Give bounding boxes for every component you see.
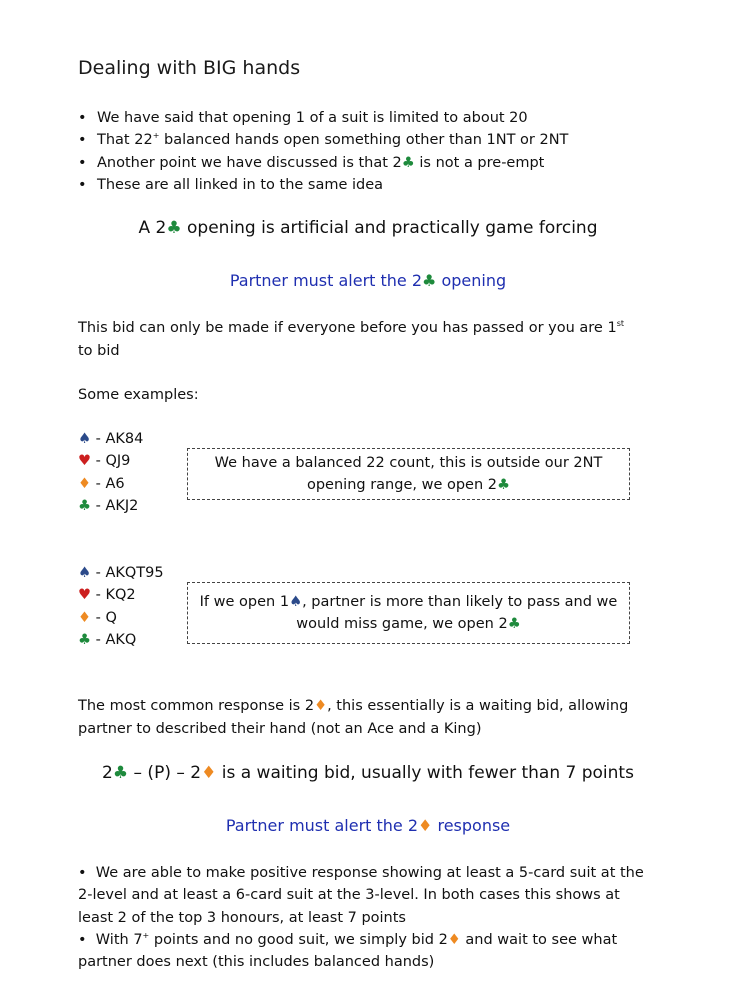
- diamond-icon: ♦: [78, 475, 91, 492]
- examples-label: Some examples:: [78, 387, 199, 403]
- club-icon: ♣: [422, 271, 437, 290]
- headline-waiting-bid: [0, 763, 736, 783]
- club-icon: ♣: [507, 616, 521, 633]
- heart-icon: ♥: [78, 587, 91, 604]
- example-2-note-box: [187, 582, 630, 644]
- list-item: [78, 174, 568, 196]
- hand-row-spades: [78, 562, 164, 584]
- note-text: opening range, we open 2: [306, 477, 497, 494]
- alert-2c-opening: [0, 271, 736, 290]
- bullet-text: That 22: [97, 132, 153, 149]
- alert-2d-response: [0, 816, 736, 835]
- alert-text: Partner must alert the 2: [229, 271, 423, 290]
- paragraph-text: The most common response is 2: [78, 698, 315, 714]
- superscript: +: [152, 131, 160, 141]
- bullet-text: balanced hands open something other than 1NT or 2NT: [159, 132, 569, 149]
- superscript: st: [616, 319, 624, 329]
- hand-row-diamonds: [78, 607, 164, 629]
- note-text: We have a balanced 22 count, this is outside our 2NT: [214, 455, 603, 471]
- note-line: [188, 591, 629, 613]
- headline-text: A 2: [138, 218, 167, 238]
- hand-cards: - AKQT95: [91, 565, 164, 581]
- superscript: +: [142, 931, 150, 941]
- club-icon: ♣: [78, 631, 91, 648]
- paragraph-text: This bid can only be made if everyone before you has passed or you are 1: [78, 320, 617, 336]
- club-icon: ♣: [166, 218, 182, 238]
- spade-icon: ♠: [78, 431, 91, 447]
- bullet-text: points and no good suit, we simply bid 2: [149, 932, 448, 948]
- hand-row-clubs: [78, 629, 164, 651]
- alert-text: Partner must alert the 2: [225, 816, 419, 835]
- club-icon: ♣: [112, 763, 129, 783]
- paragraph-common-response: [78, 695, 638, 740]
- paragraph-who-can-bid: [78, 317, 638, 362]
- hand-cards: - AK84: [91, 431, 144, 447]
- list-item: [78, 152, 568, 174]
- hand-cards: - QJ9: [91, 453, 131, 470]
- response-bullet-1: • We are able to make positive response showing at least a 5-card suit at the 2-level and at least a 6-card suit at the 3-level. In both cases this shows at least 2 of the top 3 honours, at least 7 points: [78, 865, 644, 926]
- hand-row-clubs: [78, 495, 143, 517]
- example-hand-1: [78, 428, 143, 517]
- hand-cards: - A6: [91, 475, 125, 492]
- paragraph-text: to bid: [78, 342, 120, 359]
- club-icon: ♣: [401, 154, 415, 171]
- alert-text: response: [432, 816, 511, 835]
- intro-bullet-list: [78, 107, 568, 196]
- bullet-text: With 7: [95, 932, 143, 948]
- heart-icon: ♥: [78, 453, 91, 470]
- note-text: , partner is more than likely to pass and we: [302, 594, 618, 610]
- page-title: Dealing with BIG hands: [78, 57, 301, 79]
- hand-row-hearts: [78, 584, 164, 606]
- spade-icon: ♠: [78, 565, 91, 581]
- headline-text: opening is artificial and practically game forcing: [181, 218, 598, 238]
- bullet-text: and wait to see what partner does next (this includes balanced hands): [78, 932, 618, 971]
- list-item: [78, 129, 568, 151]
- bullet-text: These are all linked in to the same idea: [97, 176, 384, 193]
- hand-cards: - Q: [91, 609, 117, 626]
- example-hand-2: [78, 562, 164, 651]
- diamond-icon: ♦: [314, 698, 328, 714]
- club-icon: ♣: [497, 477, 510, 494]
- hand-cards: - AKQ: [91, 631, 137, 648]
- example-1-note-box: [187, 448, 630, 500]
- headline-text: 2: [102, 763, 113, 783]
- note-line: [188, 474, 629, 496]
- bullet-text: Another point we have discussed is that 2: [97, 154, 402, 171]
- paragraph-text: , this essentially is a waiting bid, allowing partner to described their hand (not an Ace and a King): [78, 698, 629, 737]
- bullet-text: is not a pre-empt: [414, 154, 545, 171]
- hand-row-spades: [78, 428, 143, 450]
- list-item: [78, 107, 568, 129]
- bullet-text: We have said that opening 1 of a suit is limited to about 20: [97, 110, 528, 126]
- bullet-text: We are able to make positive response showing at least a 5-card suit at the 2-level and at least a 6-card suit at the 3-level. In both cases this shows at least 2 of the top 3 honours, at least 7 points: [78, 865, 644, 926]
- hand-cards: - AKJ2: [91, 497, 139, 514]
- note-line: [188, 613, 629, 635]
- headline-2c-opening: [0, 218, 736, 238]
- headline-text: is a waiting bid, usually with fewer than 7 points: [216, 763, 634, 783]
- diamond-icon: ♦: [78, 609, 91, 626]
- hand-cards: - KQ2: [91, 587, 136, 604]
- headline-text: – (P) – 2: [128, 763, 202, 783]
- diamond-icon: ♦: [418, 816, 433, 835]
- hand-row-diamonds: [78, 473, 143, 495]
- note-text: would miss game, we open 2: [296, 616, 508, 633]
- spade-icon: ♠: [289, 594, 303, 610]
- diamond-icon: ♦: [201, 763, 217, 783]
- response-bullet-2: • With 7+ points and no good suit, we simply bid 2♦ and wait to see what partner does next (this includes balanced hands): [78, 931, 618, 971]
- note-text: If we open 1: [199, 594, 290, 610]
- diamond-icon: ♦: [447, 932, 461, 948]
- alert-text: opening: [436, 271, 507, 290]
- club-icon: ♣: [78, 497, 91, 514]
- hand-row-hearts: [78, 450, 143, 472]
